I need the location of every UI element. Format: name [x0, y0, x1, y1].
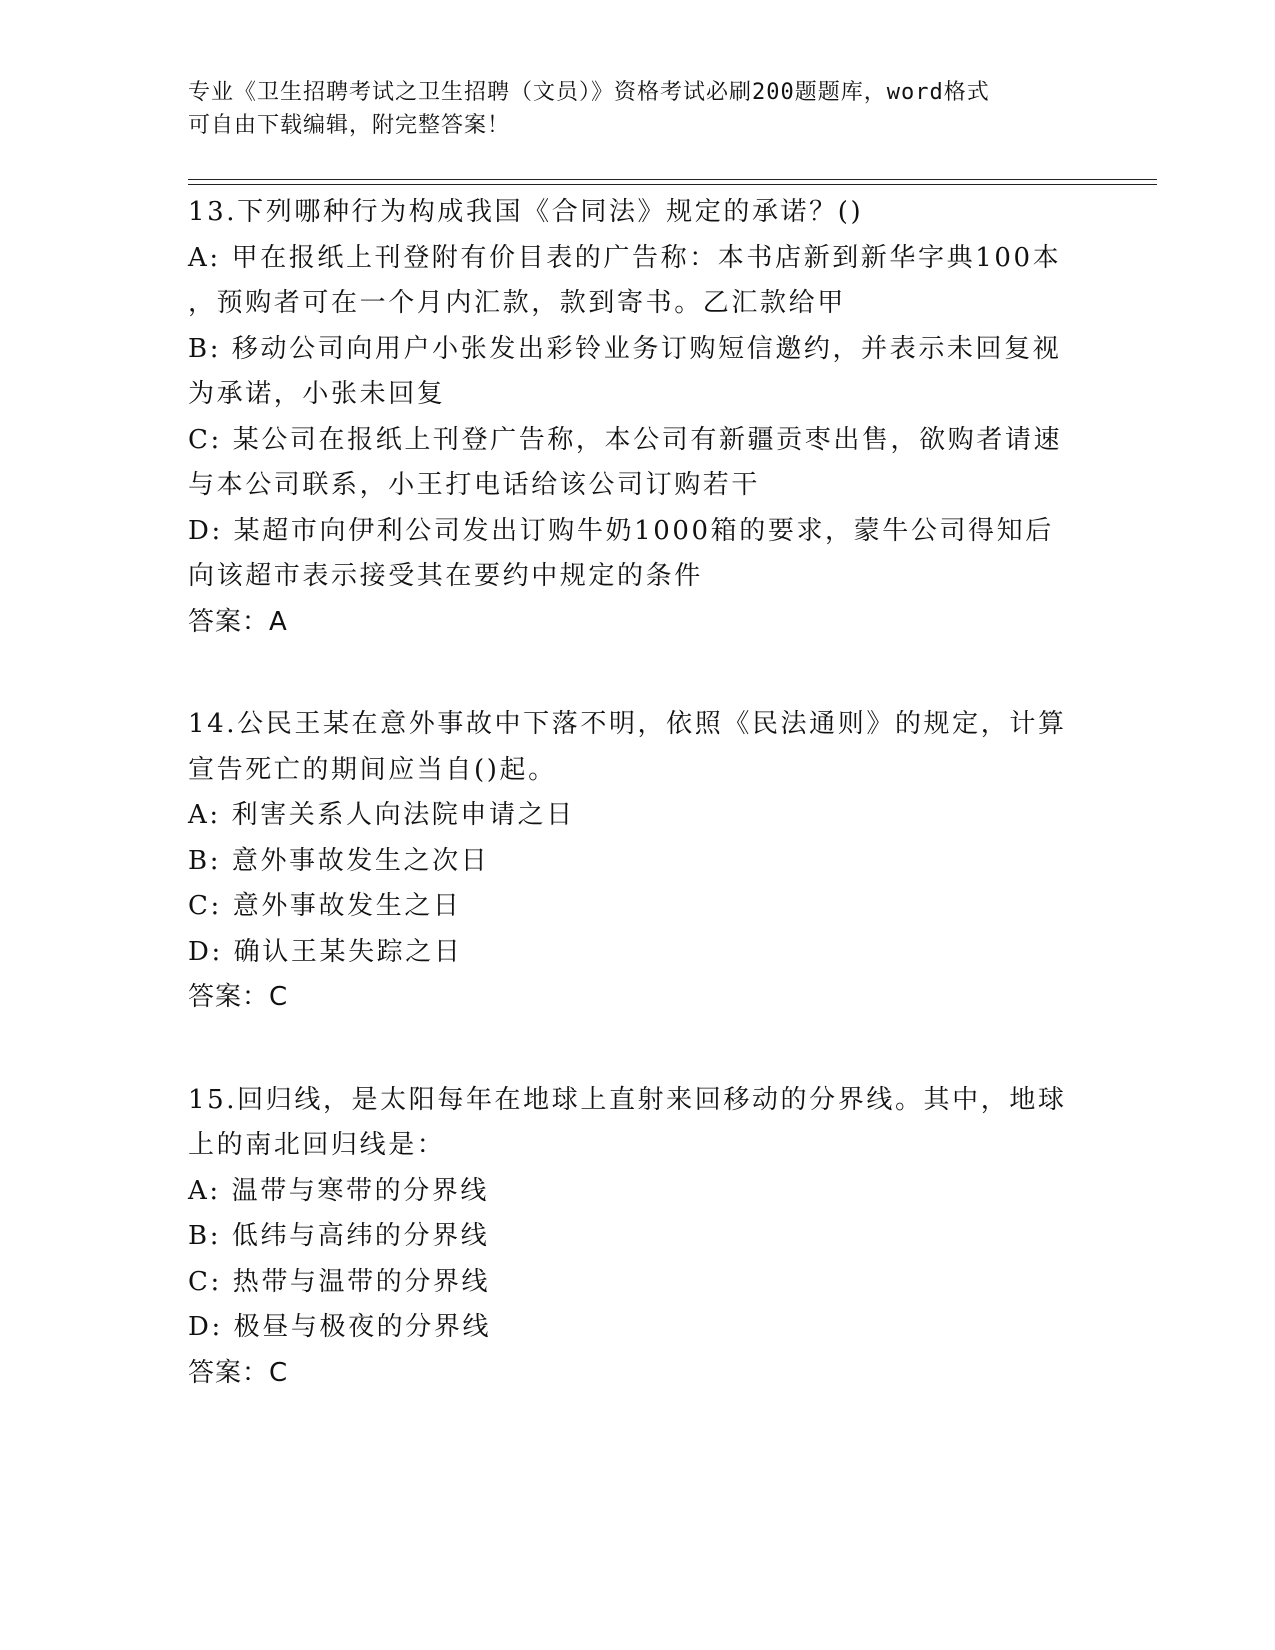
header-divider-top — [188, 179, 1157, 180]
option-d: D: 确认王某失踪之日 — [188, 936, 463, 967]
header-line-1: 专业《卫生招聘考试之卫生招聘（文员）》资格考试必刷200题题库，word格式 — [188, 80, 990, 105]
option-b: B: 移动公司向用户小张发出彩铃业务订购短信邀约，并表示未回复视 为承诺，小张未回复 — [188, 333, 1062, 409]
header-divider-bottom — [188, 184, 1157, 185]
option-d: D: 某超市向伊利公司发出订购牛奶1000箱的要求，蒙牛公司得知后 向该超市表示接受其在要约中规定的条件 — [188, 515, 1054, 591]
option-c: C: 热带与温带的分界线 — [188, 1266, 491, 1297]
option-b: B: 意外事故发生之次日 — [188, 845, 490, 876]
answer-line: 答案：C — [188, 982, 289, 1012]
question-list — [188, 190, 1088, 1453]
question-stem: 14.公民王某在意外事故中下落不明，依照《民法通则》的规定，计算 宣告死亡的期间应当自()起。 — [188, 709, 1067, 785]
option-c: C: 某公司在报纸上刊登广告称，本公司有新疆贡枣出售，欲购者请速 与本公司联系，小王打电话给该公司订购若干 — [188, 424, 1063, 500]
question-13 — [188, 190, 1088, 645]
option-a: A: 甲在报纸上刊登附有价目表的广告称：本书店新到新华字典100本 ，预购者可在一个月内汇款，款到寄书。乙汇款给甲 — [188, 242, 1062, 318]
document-header — [188, 76, 1088, 142]
option-b: B: 低纬与高纬的分界线 — [188, 1221, 490, 1251]
option-d: D: 极昼与极夜的分界线 — [188, 1312, 492, 1342]
question-14 — [188, 702, 1088, 1021]
option-a: A: 利害关系人向法院申请之日 — [188, 800, 575, 830]
answer-line: 答案：A — [188, 606, 288, 637]
answer-line: 答案：C — [188, 1357, 289, 1388]
question-15 — [188, 1078, 1088, 1397]
option-a: A: 温带与寒带的分界线 — [188, 1175, 490, 1206]
question-stem: 13.下列哪种行为构成我国《合同法》规定的承诺？() — [188, 197, 864, 227]
option-c: C: 意外事故发生之日 — [188, 891, 462, 921]
header-line-2: 可自由下载编辑，附完整答案！ — [188, 113, 511, 138]
question-stem: 15.回归线，是太阳每年在地球上直射来回移动的分界线。其中，地球 上的南北回归线是： — [188, 1084, 1067, 1160]
